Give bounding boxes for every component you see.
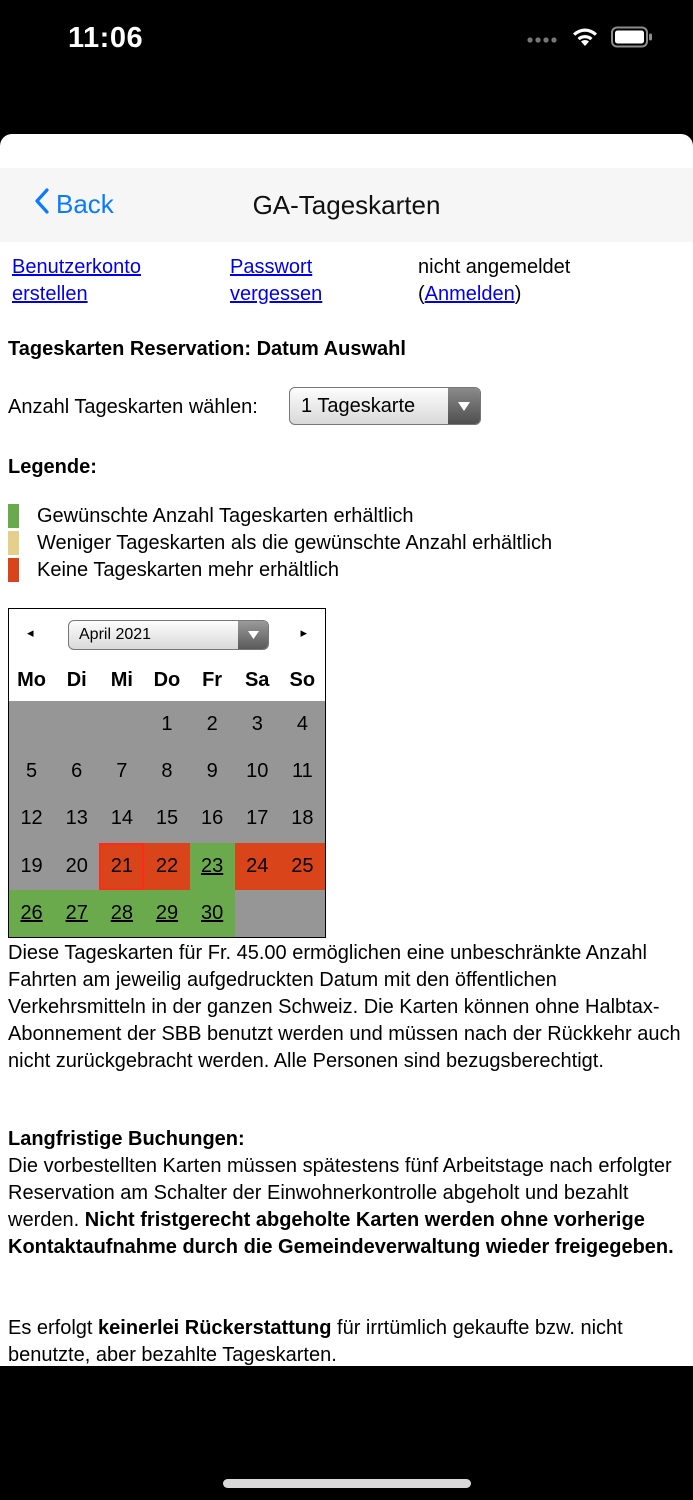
login-status bbox=[418, 254, 570, 308]
calendar-day: 21 bbox=[99, 843, 144, 890]
status-bar bbox=[0, 0, 693, 80]
calendar-day[interactable]: 29 bbox=[144, 890, 189, 937]
anzahl-select[interactable] bbox=[289, 387, 481, 425]
long-term-warning: Nicht fristgerecht abgeholte Karten werden ohne vorherige Kontaktaufnahme durch die Gemeindeverwaltung wieder freigegeben. bbox=[8, 1209, 674, 1258]
page-sheet bbox=[0, 134, 693, 1366]
refund-text-end: für irrtümlich gekaufte bzw. nicht benutzte, aber bezahlte Tageskarten. bbox=[8, 1317, 623, 1366]
long-term-text: Die vorbestellten Karten müssen spätestens fünf Arbeitstage nach erfolgter Reservation am Schalter der Einwohnerkontrolle abgeholt und bezahlt werden. bbox=[8, 1155, 672, 1231]
month-select[interactable] bbox=[68, 620, 269, 650]
anzahl-selected-value: 1 Tageskarte bbox=[301, 394, 416, 417]
legend-item-partial bbox=[8, 531, 552, 555]
calendar-day: 20 bbox=[65, 854, 88, 877]
weekday-row bbox=[9, 659, 325, 701]
weekday-label: Mo bbox=[17, 669, 46, 691]
calendar bbox=[8, 608, 326, 938]
calendar-day: 8 bbox=[161, 760, 173, 783]
calendar-day[interactable]: 27 bbox=[54, 890, 99, 937]
calendar-day: 12 bbox=[20, 807, 43, 830]
calendar-day: 6 bbox=[71, 760, 83, 783]
next-month-button[interactable]: ▸ bbox=[300, 625, 307, 640]
calendar-empty-cell bbox=[235, 890, 280, 937]
calendar-day: 14 bbox=[110, 807, 133, 830]
weekday-label: Sa bbox=[244, 669, 270, 691]
long-term-paragraph bbox=[8, 1153, 688, 1261]
create-account-link[interactable] bbox=[12, 256, 141, 305]
long-term-heading: Langfristige Buchungen: bbox=[8, 1128, 245, 1150]
chevron-down-icon bbox=[448, 388, 480, 424]
weekday-label: So bbox=[289, 669, 316, 691]
month-selected-value: April 2021 bbox=[79, 626, 152, 643]
weekday-label: Fr bbox=[202, 669, 223, 691]
login-paren-open: ( bbox=[418, 283, 425, 305]
refund-emphasis: keinerlei Rückerstattung bbox=[98, 1317, 332, 1339]
calendar-day: 25 bbox=[280, 843, 325, 890]
navigation-bar bbox=[0, 168, 693, 242]
login-status-text: nicht angemeldet bbox=[418, 256, 571, 278]
refund-paragraph bbox=[8, 1315, 688, 1366]
calendar-day: 10 bbox=[246, 760, 269, 783]
calendar-day: 18 bbox=[291, 807, 314, 830]
calendar-day: 22 bbox=[144, 843, 189, 890]
calendar-grid bbox=[9, 701, 325, 937]
calendar-day: 13 bbox=[65, 807, 88, 830]
calendar-header bbox=[9, 609, 325, 659]
forgot-password-line1: Passwort bbox=[230, 256, 313, 278]
calendar-day: 4 bbox=[296, 713, 308, 736]
legend-item-none bbox=[8, 558, 339, 582]
calendar-day: 15 bbox=[155, 807, 179, 830]
calendar-day: 24 bbox=[235, 843, 280, 890]
calendar-day: 17 bbox=[246, 807, 269, 830]
forgot-password-link-wrap bbox=[230, 254, 322, 308]
info-paragraph: Diese Tageskarten für Fr. 45.00 ermöglichen eine unbeschränkte Anzahl Fahrten am jeweilig aufgedruckten Datum mit den öffentlichen Verkehrsmitteln in der ganzen Schweiz. Die Karten können ohne Halbtax-Abonnement der SBB benutzt werden und müssen nach der Rückkehr auch nicht zurückgebracht werden. Alle Personen sind bezugsberechtigt. bbox=[8, 942, 681, 1072]
wifi-icon bbox=[571, 26, 599, 53]
calendar-day: 19 bbox=[20, 854, 43, 877]
battery-icon bbox=[611, 26, 653, 53]
chevron-down-icon bbox=[238, 621, 268, 649]
refund-text-start: Es erfolgt bbox=[8, 1317, 99, 1339]
legend-swatch-green bbox=[8, 504, 19, 528]
legend-swatch-yellow bbox=[8, 531, 19, 555]
calendar-day: 11 bbox=[292, 760, 313, 783]
legend-label: Gewünschte Anzahl Tageskarten erhältlich bbox=[37, 504, 414, 527]
calendar-empty-cell bbox=[99, 701, 144, 748]
signal-icon bbox=[527, 31, 559, 49]
status-icons bbox=[527, 26, 653, 53]
create-account-line2: erstellen bbox=[12, 283, 88, 305]
weekday-label: Mi bbox=[110, 669, 133, 691]
calendar-day[interactable]: 23 bbox=[190, 843, 235, 890]
login-paren-close: ) bbox=[514, 283, 522, 305]
legend-item-available bbox=[8, 504, 414, 528]
legend-swatch-red bbox=[8, 558, 19, 582]
anzahl-label: Anzahl Tageskarten wählen: bbox=[8, 396, 258, 418]
calendar-empty-cell bbox=[54, 701, 99, 748]
legend-label: Weniger Tageskarten als die gewünschte Anzahl erhältlich bbox=[37, 531, 553, 554]
calendar-empty-cell bbox=[280, 890, 325, 937]
forgot-password-link[interactable] bbox=[230, 256, 322, 305]
calendar-day[interactable]: 28 bbox=[99, 890, 144, 937]
calendar-day[interactable]: 30 bbox=[190, 890, 235, 937]
calendar-day: 7 bbox=[116, 760, 128, 783]
login-link[interactable]: Anmelden bbox=[424, 283, 515, 305]
prev-month-button[interactable]: ◂ bbox=[27, 625, 34, 640]
calendar-day: 5 bbox=[26, 760, 38, 783]
forgot-password-line2: vergessen bbox=[230, 283, 323, 305]
legend-heading: Legende: bbox=[8, 456, 97, 478]
reservation-heading: Tageskarten Reservation: Datum Auswahl bbox=[8, 338, 406, 360]
calendar-day[interactable]: 26 bbox=[9, 890, 54, 937]
calendar-day: 3 bbox=[251, 713, 263, 736]
create-account-line1: Benutzerkonto bbox=[12, 256, 141, 278]
calendar-day: 16 bbox=[201, 807, 224, 830]
back-label: Back bbox=[56, 189, 114, 219]
weekday-label: Di bbox=[66, 669, 87, 691]
calendar-day: 2 bbox=[206, 713, 218, 736]
legend-label: Keine Tageskarten mehr erhältlich bbox=[37, 558, 340, 581]
home-indicator bbox=[223, 1479, 471, 1488]
calendar-empty-cell bbox=[9, 701, 54, 748]
status-time: 11:06 bbox=[68, 22, 144, 54]
weekday-label: Do bbox=[153, 669, 181, 691]
page-title: GA-Tageskarten bbox=[252, 190, 441, 220]
calendar-day: 1 bbox=[161, 713, 173, 736]
calendar-day: 9 bbox=[206, 760, 218, 783]
create-account-link-wrap bbox=[12, 254, 141, 308]
